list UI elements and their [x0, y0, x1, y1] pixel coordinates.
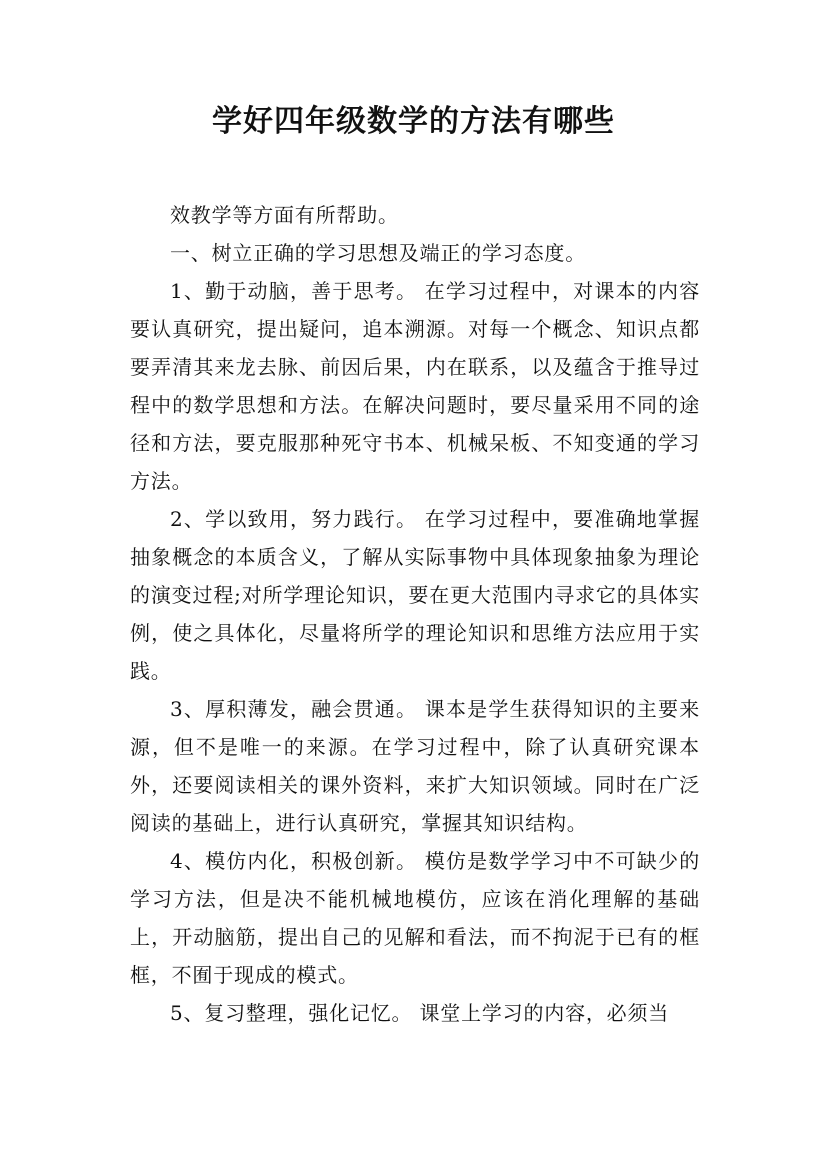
paragraph-point-2: 2、学以致用，努力践行。 在学习过程中，要准确地掌握抽象概念的本质含义，了解从实际事物中具体现象抽象为理论的演变过程;对所学理论知识，要在更大范围内寻求它的具体实例，使之具体化，尽量将所学的理论知识和思维方法应用于实践。	[130, 507, 700, 683]
document-title: 学好四年级数学的方法有哪些	[212, 104, 615, 139]
paragraph-intro: 效教学等方面有所帮助。	[170, 203, 399, 227]
paragraph-point-3: 3、厚积薄发，融会贯通。 课本是学生获得知识的主要来源，但不是唯一的来源。在学习过程中，除了认真研究课本外，还要阅读相关的课外资料，来扩大知识领域。同时在广泛阅读的基础上，进行认真研究，掌握其知识结构。	[130, 697, 700, 835]
paragraph-point-5: 5、复习整理，强化记忆。 课堂上学习的内容，必须当	[170, 1001, 670, 1025]
document-body	[130, 196, 700, 1032]
paragraph-section-heading: 一、树立正确的学习思想及端正的学习态度。	[170, 241, 586, 265]
paragraph-point-1: 1、勤于动脑，善于思考。 在学习过程中，对课本的内容要认真研究，提出疑问，追本溯源。对每一个概念、知识点都要弄清其来龙去脉、前因后果，内在联系，以及蕴含于推导过程中的数学思想和方法。在解决问题时，要尽量采用不同的途径和方法，要克服那种死守书本、机械呆板、不知变通的学习方法。	[130, 279, 700, 493]
paragraph-point-4: 4、模仿内化，积极创新。 模仿是数学学习中不可缺少的学习方法，但是决不能机械地模仿，应该在消化理解的基础上，开动脑筋，提出自己的见解和看法，而不拘泥于已有的框框，不囿于现成的模式。	[130, 849, 700, 987]
